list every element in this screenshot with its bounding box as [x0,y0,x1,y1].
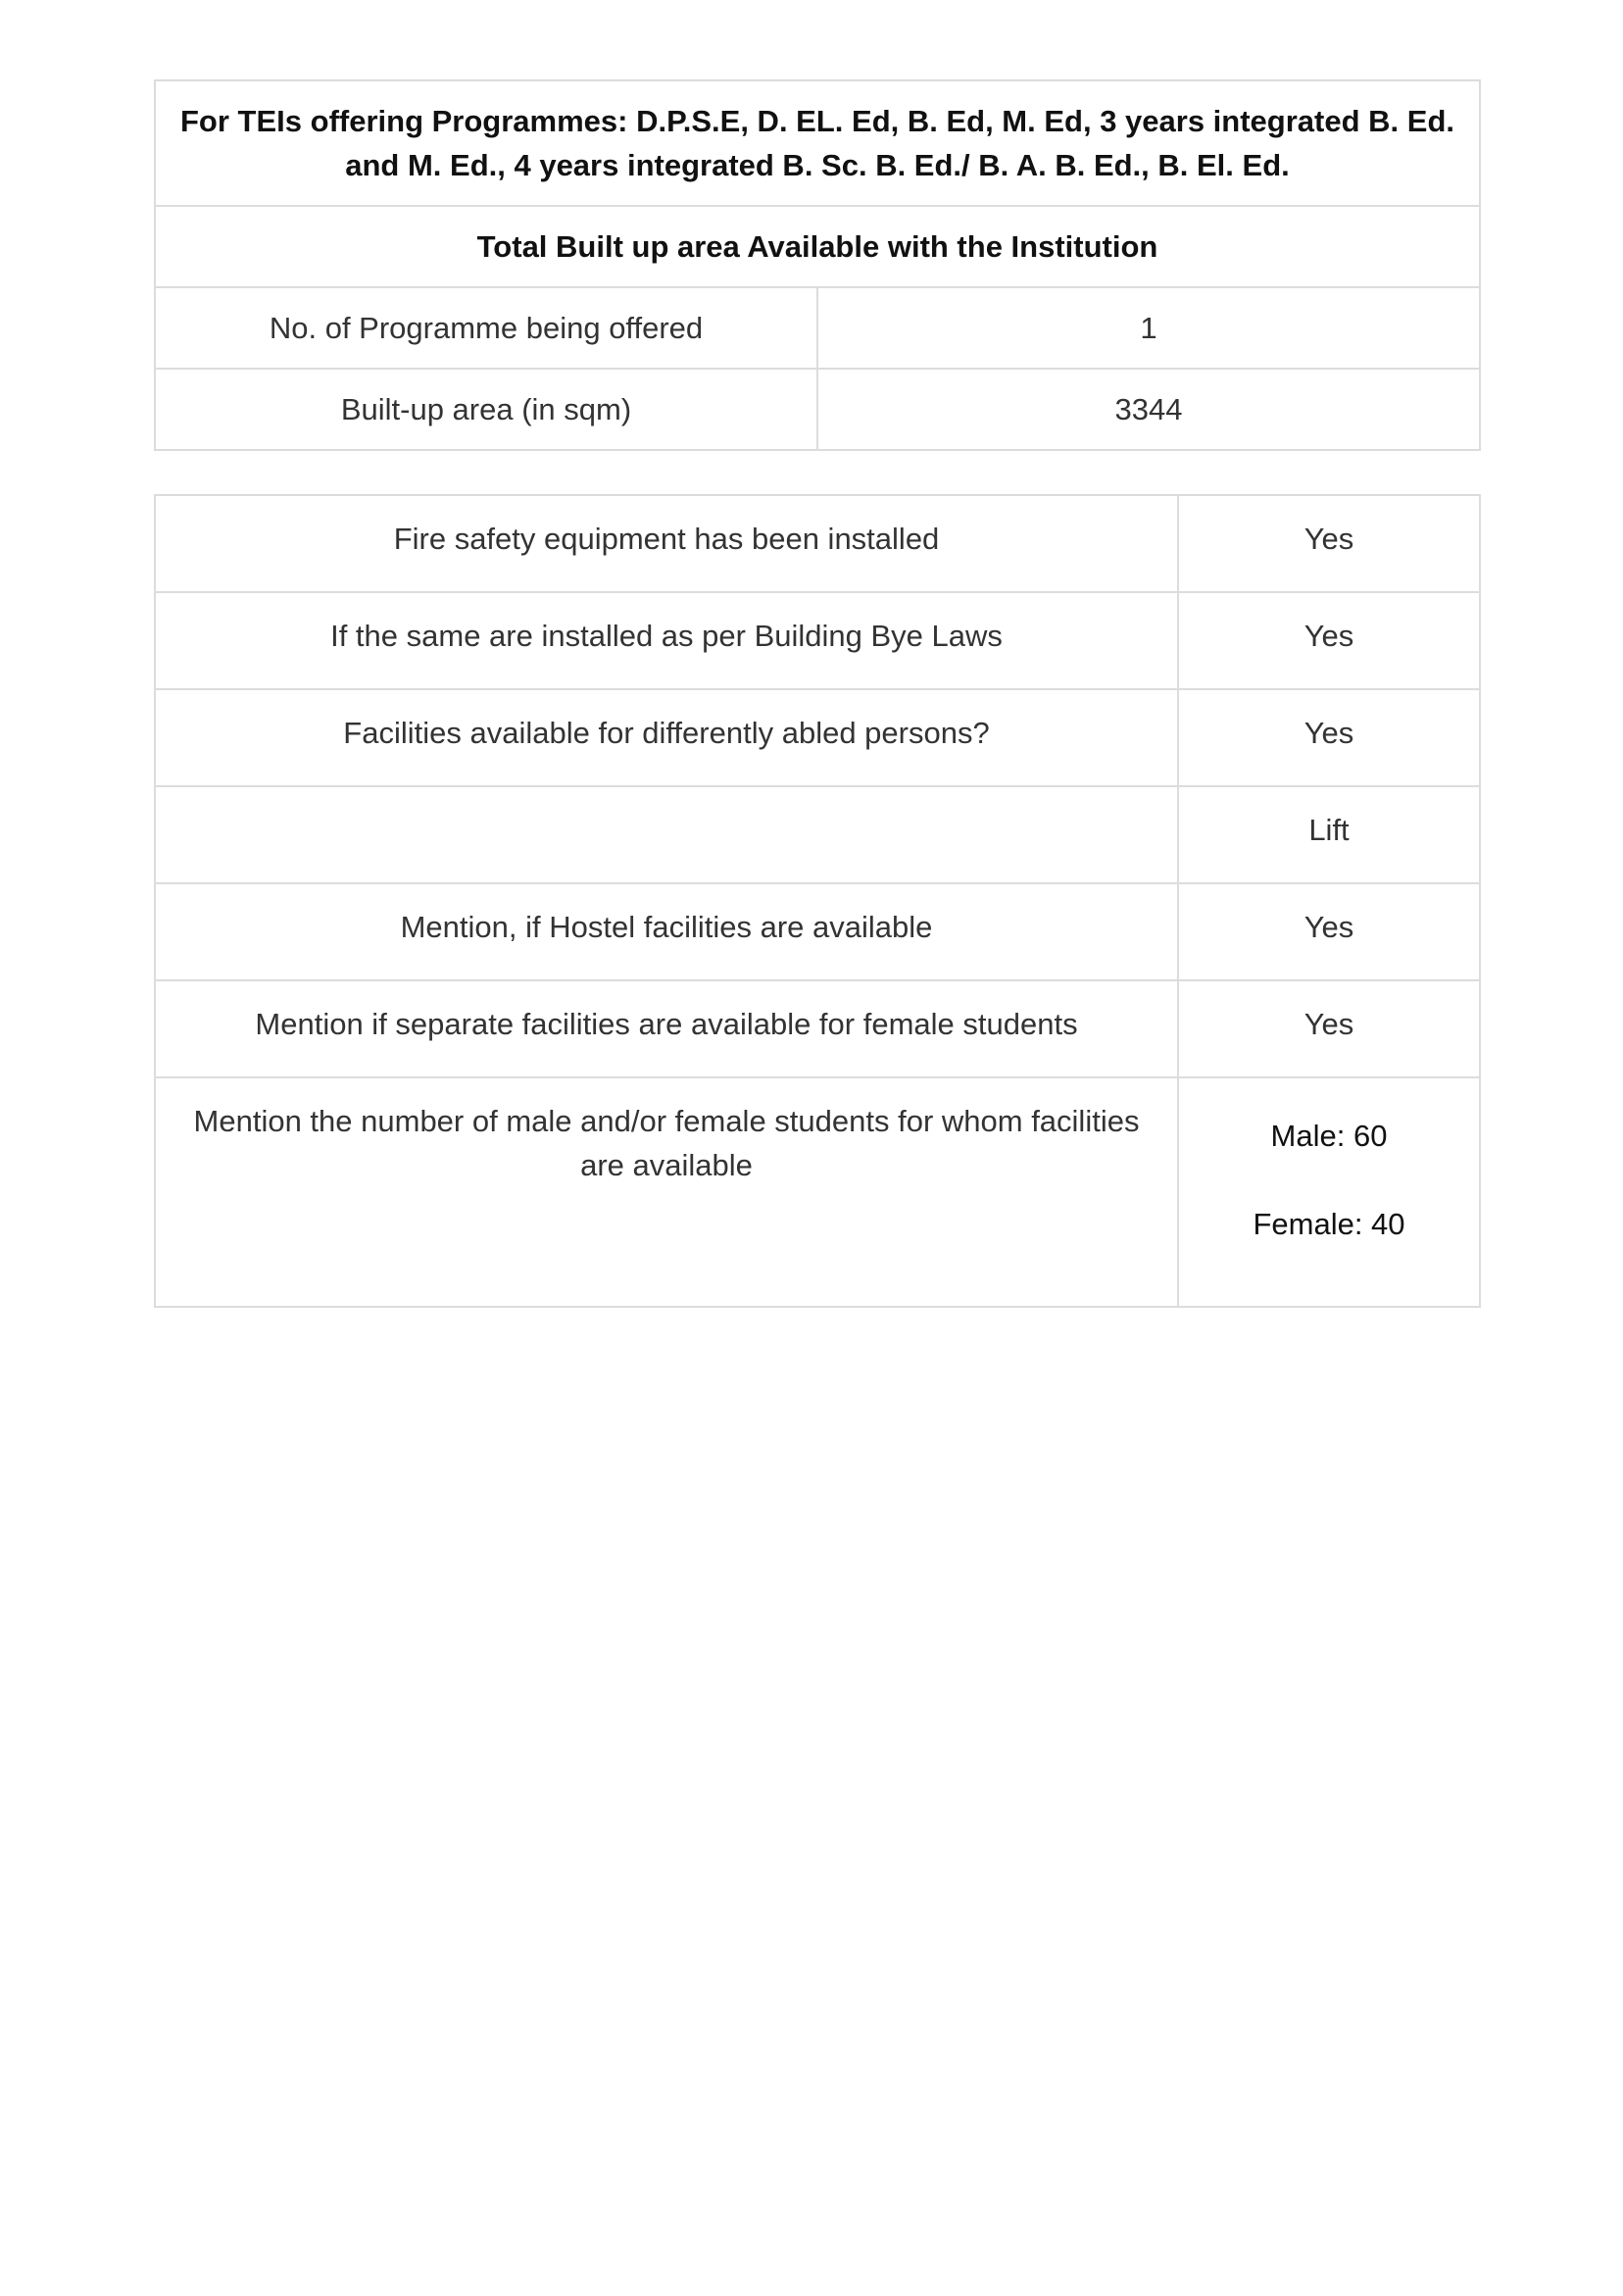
table-row [155,786,1480,883]
table-header-row [155,80,1480,206]
question-cell: Mention if separate facilities are available for female students [155,980,1178,1077]
question-cell: Fire safety equipment has been installed [155,495,1178,592]
table-row [155,1077,1480,1307]
built-up-area-table [154,79,1481,451]
table-row [155,883,1480,980]
row-label: Built-up area (in sqm) [155,369,817,450]
table-row [155,495,1480,592]
table-row [155,369,1480,450]
question-cell: Mention the number of male and/or female students for whom facilities are available [155,1077,1178,1307]
answer-cell: Yes [1178,883,1480,980]
programmes-heading: For TEIs offering Programmes: D.P.S.E, D. EL. Ed, B. Ed, M. Ed, 3 years integrated B. Ed. and M. Ed., 4 years integrated B. Sc. B. Ed./ B. A. B. Ed., B. El. Ed. [155,80,1480,206]
question-cell [155,786,1178,883]
answer-cell: Yes [1178,592,1480,689]
row-value: 3344 [817,369,1480,450]
question-cell: Facilities available for differently abled persons? [155,689,1178,786]
male-capacity: Male: 60 [1270,1119,1388,1153]
question-cell: Mention, if Hostel facilities are available [155,883,1178,980]
table-row [155,980,1480,1077]
facilities-table [154,494,1481,1308]
table-row [155,689,1480,786]
answer-cell: Yes [1178,495,1480,592]
table-subheader-row [155,206,1480,287]
row-label: No. of Programme being offered [155,287,817,369]
answer-cell: Lift [1178,786,1480,883]
table-row [155,592,1480,689]
table-row [155,287,1480,369]
built-up-area-heading: Total Built up area Available with the Institution [155,206,1480,287]
capacity-answer-cell [1178,1077,1480,1307]
answer-cell: Yes [1178,689,1480,786]
answer-cell: Yes [1178,980,1480,1077]
female-capacity: Female: 40 [1253,1207,1405,1241]
question-cell: If the same are installed as per Building Bye Laws [155,592,1178,689]
row-value: 1 [817,287,1480,369]
